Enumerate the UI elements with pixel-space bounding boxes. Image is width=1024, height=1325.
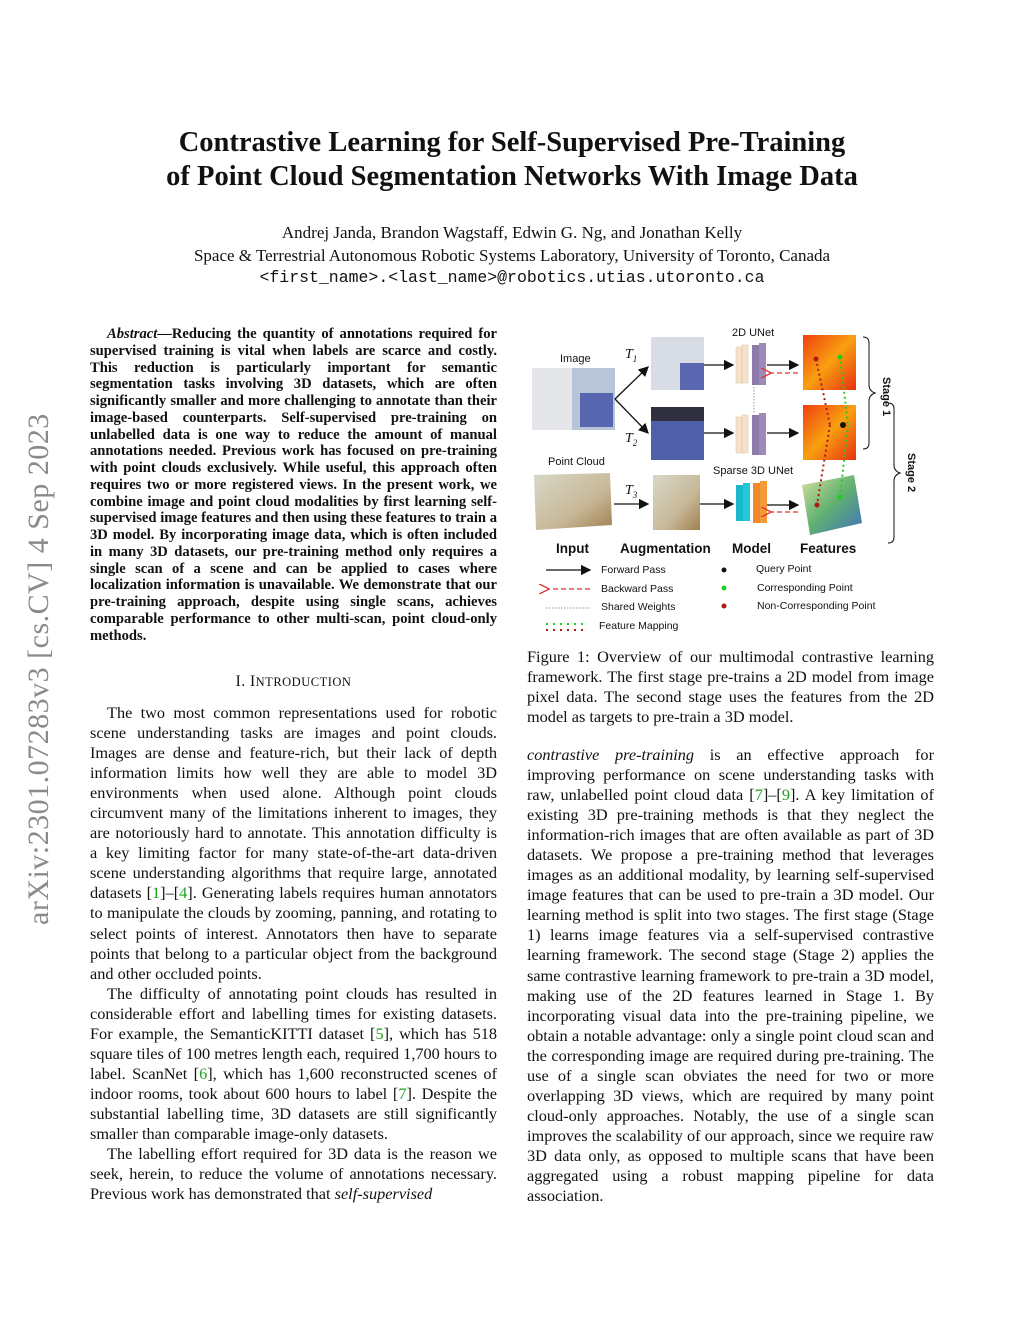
- paragraph: [90, 984, 497, 1144]
- text-run: ], which has 1,600 reconstructed scenes of indoor rooms, took about 600 hours to label [: [90, 1063, 497, 1103]
- section-heading: [90, 673, 497, 691]
- label-point-cloud: Point Cloud: [548, 456, 605, 468]
- text-run: The labelling effort required for 3D data is the reason we seek, herein, to reduce the volume of annotations necessary. Previous work has demonstrated that: [90, 1144, 497, 1204]
- right-column-body: [527, 745, 934, 1206]
- header-augmentation: Augmentation: [620, 541, 711, 556]
- paragraph: [527, 745, 934, 1206]
- text-run: The two most common representations used for robotic scene understanding tasks are images and point clouds. Images are dense and feature-rich, but their lack of depth information limits how well they are able to model 3D environments when used alone. Although point clouds circumvent many of the limitations inherent to images, they are notoriously hard to annotate. This annotation difficulty is a key limiting factor for many state-of-the-art data-driven scene understanding algorithms that require large, annotated datasets: [90, 703, 497, 903]
- header-model: Model: [732, 541, 771, 556]
- section-number: I.: [235, 673, 250, 690]
- section-first-letter: I: [249, 673, 256, 690]
- feature-map-1: [803, 335, 856, 390]
- figure-caption: Figure 1: Overview of our multimodal contrastive learning framework. The first stage pre-trains a 2D model from image pixel data. The second stage uses the features from the 2D model as targets to pre-train a 3D model.: [527, 647, 934, 727]
- unet-2d-top: [736, 343, 766, 385]
- authors: Andrej Janda, Brandon Wagstaff, Edwin G. Ng, and Jonathan Kelly: [281, 223, 743, 242]
- text-run: ], which has 518 square tiles of 100 metres length each, required 1,700 hours to label. ScanNet [: [90, 1023, 498, 1083]
- label-t1: $T_1$: [625, 347, 638, 364]
- feature-map-2: [803, 405, 856, 460]
- input-point-cloud: [534, 473, 612, 530]
- left-column-body: [90, 703, 497, 1204]
- legend-forward-pass: Forward Pass: [601, 564, 666, 576]
- header-features: Features: [800, 541, 857, 556]
- section-rest: NTRODUCTION: [255, 675, 352, 689]
- title-line: of Point Cloud Segmentation Networks With Image Data: [166, 161, 858, 192]
- label-2d-unet: 2D UNet: [732, 327, 775, 339]
- arxiv-stamp: arXiv:2301.07283v3 [cs.CV] 4 Sep 2023: [22, 413, 55, 925]
- citation[interactable]: 4: [179, 883, 188, 903]
- citation[interactable]: 6: [199, 1063, 208, 1083]
- label-stage-1: Stage 1: [880, 377, 892, 417]
- author-block: [0, 222, 1024, 290]
- figure-1: [530, 325, 940, 640]
- text-run: ]. A key limitation of existing 3D pre-training methods is that they neglect the information-rich images that are often available as part of 3D datasets. We propose a pre-training method that leverages images as an additional modality, by learning self-supervised image features that can be used to pre-train a 3D model. Our learning method is split into two stages. The first stage (Stage 1) learns image features via a self-supervised contrastive learning framework. The second stage (Stage 2) applies the same contrastive learning framework to pre-train a 3D model, making use of the 2D features learned in Stage 1. By incorporating visual data into the pre-training pipeline, we obtain a notable advantage: only a single point cloud scan and the corresponding image are required during pre-training. The use of a single scan obviates the need for two or more overlapping 3D views, which are required by many point cloud-only approaches. Notably, the use of a single scan improves the scalability of our approach, since we require raw 3D data only, as opposed to multiple scans that have been aggregated using a robust mapping pipeline for data association.: [527, 785, 934, 1206]
- header-input: Input: [556, 541, 589, 556]
- text-run: [: [146, 883, 153, 903]
- citation[interactable]: 1: [152, 883, 161, 903]
- title-line: Contrastive Learning for Self-Supervised Pre-Training: [178, 127, 846, 158]
- label-t2: $T_2$: [625, 431, 638, 448]
- italic-text: contrastive pre-training: [527, 745, 695, 764]
- abstract-text: —Reducing the quantity of annotations required for supervised training is vital when labels are scarce and costly. This reduction is particularly important for semantic segmentation tasks involving 3D datasets, which are often significantly smaller and more challenging to annotate than their image-based counterparts. Self-supervised pre-training on unlabelled data is one way to reduce the amount of manual annotations needed. Previous work has focused on pre-training with point clouds exclusively. While useful, this approach often requires two or more registered views. In the present work, we combine image and point cloud modalities by first learning self-supervised image features and then using these features to train a 3D model. By incorporating image data, which is often included in many 3D datasets, our pre-training method only requires a single scan of a scene and can be applied to cases where localization information is unavailable. We demonstrate that our pre-training approach, despite using single scans, achieves comparable performance to other multi-scan, point cloud-only methods.: [90, 326, 497, 644]
- abstract-label: Abstract: [107, 326, 158, 342]
- label-stage-2: Stage 2: [905, 453, 917, 493]
- legend-non-corresponding-point: Non-Corresponding Point: [757, 600, 876, 612]
- italic-text: self-supervised: [334, 1184, 433, 1204]
- legend-shared-weights: Shared Weights: [601, 601, 676, 613]
- abstract: [90, 326, 497, 644]
- text-run: The difficulty of annotating point clouds has resulted in considerable effort and labelling times for existing datasets. For example, the SemanticKITTI dataset [: [90, 983, 497, 1043]
- label-sparse-3d-unet: Sparse 3D UNet: [713, 465, 794, 477]
- paragraph: [90, 1144, 497, 1204]
- paragraph: [90, 703, 497, 984]
- citation[interactable]: 9: [781, 785, 790, 805]
- text-run: ]. Generating labels requires human annotators to manipulate the clouds by zooming, panning, and rotating to select points of interest. Annotators then have to separate points that belong to a particular object from the background and other occluded points.: [90, 883, 498, 983]
- unet-2d-bottom: [736, 413, 766, 455]
- legend-corresponding-point: Corresponding Point: [757, 582, 853, 594]
- citation[interactable]: 7: [754, 785, 763, 805]
- legend-query-point: Query Point: [756, 563, 812, 575]
- unet-3d: [736, 481, 767, 523]
- citation[interactable]: 7: [398, 1083, 407, 1103]
- text-run: ]–[: [762, 785, 782, 805]
- citation[interactable]: 5: [375, 1023, 384, 1043]
- label-t3: $T_3$: [625, 483, 638, 500]
- augmented-point-cloud: [653, 475, 700, 530]
- affiliation: Space & Terrestrial Autonomous Robotic Systems Laboratory, University of Toronto, Canada: [193, 245, 831, 265]
- label-image: Image: [560, 353, 591, 365]
- text-run: is an effective approach for improving performance on scene understanding tasks with raw, unlabelled point cloud data [: [527, 745, 934, 805]
- text-run: ]. Despite the substantial labelling time, 3D datasets are still significantly smaller than comparable image-only datasets.: [90, 1083, 497, 1143]
- legend-feature-mapping: Feature Mapping: [599, 620, 679, 632]
- email: <first_name>.<last_name>@robotics.utias.utoronto.ca: [259, 268, 765, 287]
- figure-diagram: [530, 325, 940, 640]
- legend-backward-pass: Backward Pass: [601, 583, 674, 595]
- paper-title: [0, 126, 1024, 194]
- text-run: ]–[: [160, 883, 180, 903]
- feature-point-cloud: [802, 475, 862, 535]
